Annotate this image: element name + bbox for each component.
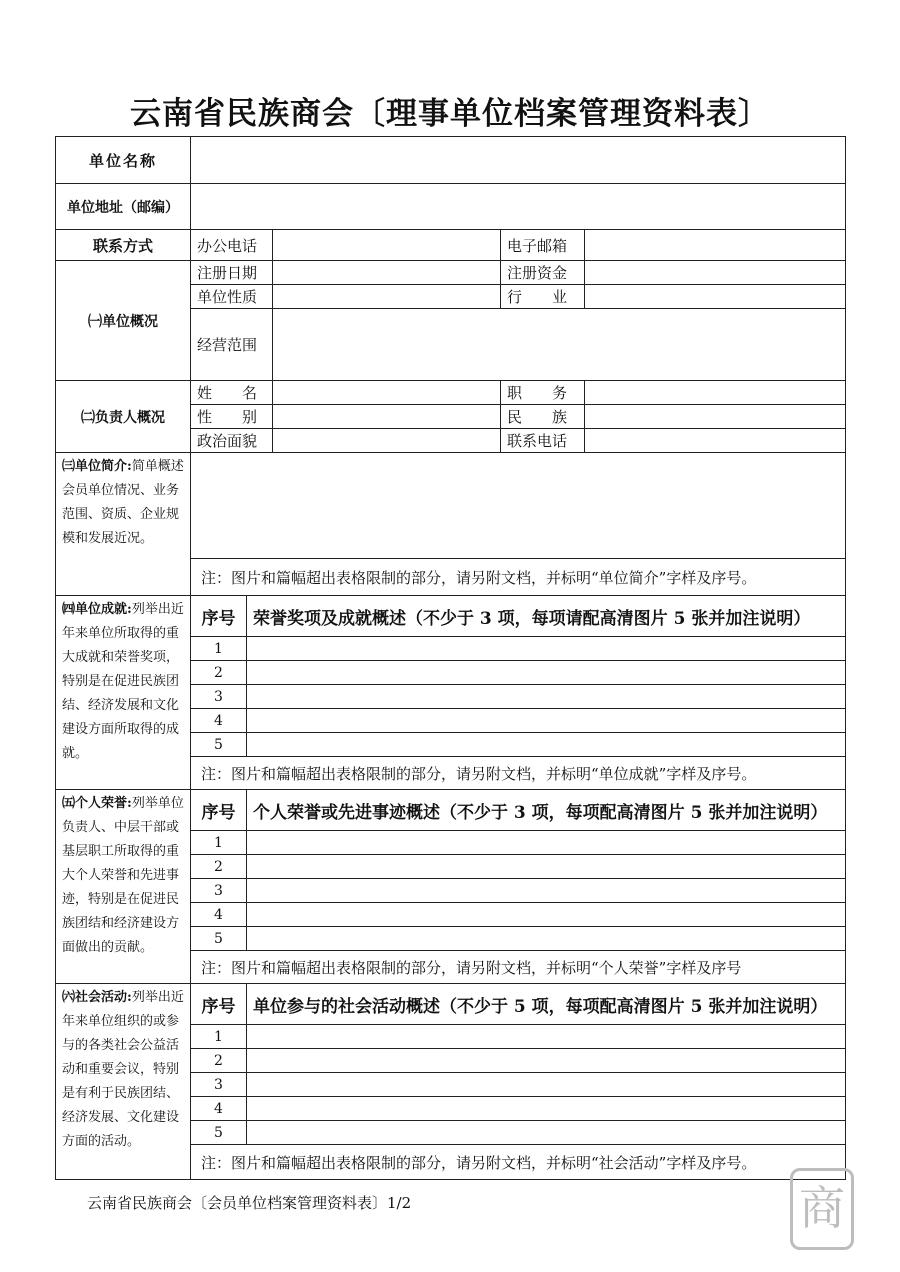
- gender-field[interactable]: [273, 405, 501, 429]
- reg-date-label: 注册日期: [191, 261, 273, 285]
- intro-desc-text: 简单概述会员单位情况、业务范围、资质、企业规模和发展近况。: [62, 459, 184, 546]
- row-contact: [56, 230, 846, 261]
- social-entry-field[interactable]: [247, 1025, 846, 1049]
- row-unit-name: [56, 137, 846, 184]
- contact-phone-label: 联系电话: [501, 429, 585, 453]
- row-number: 4: [191, 903, 247, 927]
- social-entry-field[interactable]: [247, 1049, 846, 1073]
- industry-label: 行 业: [501, 285, 585, 309]
- row-number: 5: [191, 733, 247, 757]
- email-field[interactable]: [585, 230, 846, 261]
- intro-description: [56, 453, 191, 596]
- business-scope-field[interactable]: [273, 309, 846, 381]
- reg-capital-label: 注册资金: [501, 261, 585, 285]
- achievements-col-header: 荣誉奖项及成就概述（不少于 3 项，每项请配高清图片 5 张并加注说明）: [247, 596, 846, 637]
- position-label: 职 务: [501, 381, 585, 405]
- achievement-entry-field[interactable]: [247, 685, 846, 709]
- achievements-seq-header: 序号: [191, 596, 247, 637]
- position-field[interactable]: [585, 381, 846, 405]
- row-number: 5: [191, 927, 247, 951]
- honor-entry-field[interactable]: [247, 855, 846, 879]
- unit-name-label: 单位名称: [56, 137, 191, 184]
- document-title: 云南省民族商会〔理事单位档案管理资料表〕: [130, 96, 770, 132]
- honor-entry-field[interactable]: [247, 831, 846, 855]
- office-phone-field[interactable]: [273, 230, 501, 261]
- social-description: [56, 984, 191, 1180]
- social-entry-field[interactable]: [247, 1097, 846, 1121]
- row-number: 2: [191, 1049, 247, 1073]
- unit-address-label: 单位地址（邮编）: [56, 184, 191, 230]
- social-col-header: 单位参与的社会活动概述（不少于 5 项，每项配高清图片 5 张并加注说明）: [247, 984, 846, 1025]
- ethnicity-field[interactable]: [585, 405, 846, 429]
- honor-entry-field[interactable]: [247, 879, 846, 903]
- row-honors-header: [56, 790, 846, 831]
- row-number: 4: [191, 1097, 247, 1121]
- row-number: 3: [191, 1073, 247, 1097]
- honors-note: 注：图片和篇幅超出表格限制的部分，请另附文档，并标明“个人荣誉”字样及序号: [191, 951, 846, 984]
- honor-entry-field[interactable]: [247, 927, 846, 951]
- business-scope-label: 经营范围: [191, 309, 273, 381]
- row-intro: [56, 453, 846, 559]
- leader-label: ㈡负责人概况: [56, 381, 191, 453]
- achievement-entry-field[interactable]: [247, 733, 846, 757]
- contact-phone-field[interactable]: [585, 429, 846, 453]
- office-phone-label: 办公电话: [191, 230, 273, 261]
- intro-heading: ㈢单位简介:: [62, 459, 132, 474]
- achievements-description: [56, 596, 191, 790]
- honors-col-header: 个人荣誉或先进事迹概述（不少于 3 项，每项配高清图片 5 张并加注说明）: [247, 790, 846, 831]
- honors-desc-text: 列举单位负责人、中层干部或基层职工所取得的重大个人荣誉和先进事迹，特别是在促进民族团结和经济建设方面做出的贡献。: [62, 796, 184, 955]
- page-footer: 云南省民族商会〔会员单位档案管理资料表〕1/2: [87, 1194, 412, 1212]
- honors-description: [56, 790, 191, 984]
- name-field[interactable]: [273, 381, 501, 405]
- unit-name-field[interactable]: [191, 137, 846, 184]
- social-note: 注：图片和篇幅超出表格限制的部分，请另附文档，并标明“社会活动”字样及序号。: [191, 1145, 846, 1180]
- honors-heading: ㈤个人荣誉:: [62, 796, 132, 811]
- overview-label: ㈠单位概况: [56, 261, 191, 381]
- achievement-entry-field[interactable]: [247, 637, 846, 661]
- row-reg-date: [56, 261, 846, 285]
- row-unit-address: [56, 184, 846, 230]
- achievement-entry-field[interactable]: [247, 709, 846, 733]
- unit-nature-label: 单位性质: [191, 285, 273, 309]
- achievements-note: 注：图片和篇幅超出表格限制的部分，请另附文档，并标明“单位成就”字样及序号。: [191, 757, 846, 790]
- reg-date-field[interactable]: [273, 261, 501, 285]
- social-seq-header: 序号: [191, 984, 247, 1025]
- political-label: 政治面貌: [191, 429, 273, 453]
- honors-seq-header: 序号: [191, 790, 247, 831]
- intro-note: 注：图片和篇幅超出表格限制的部分，请另附文档，并标明“单位简介”字样及序号。: [191, 559, 846, 596]
- row-number: 2: [191, 855, 247, 879]
- row-social-header: [56, 984, 846, 1025]
- intro-field[interactable]: [191, 453, 846, 559]
- ethnicity-label: 民 族: [501, 405, 585, 429]
- email-label: 电子邮箱: [501, 230, 585, 261]
- social-heading: ㈥社会活动:: [62, 990, 132, 1005]
- row-number: 3: [191, 879, 247, 903]
- chamber-seal-icon: 商: [790, 1168, 854, 1250]
- row-number: 3: [191, 685, 247, 709]
- row-achievements-header: [56, 596, 846, 637]
- unit-address-field[interactable]: [191, 184, 846, 230]
- row-number: 4: [191, 709, 247, 733]
- social-entry-field[interactable]: [247, 1073, 846, 1097]
- social-desc-text: 列举出近年来单位组织的或参与的各类社会公益活动和重要会议，特别是有利于民族团结、经济发展、文化建设方面的活动。: [62, 990, 184, 1149]
- achievements-heading: ㈣单位成就:: [62, 602, 132, 617]
- row-number: 1: [191, 831, 247, 855]
- name-label: 姓 名: [191, 381, 273, 405]
- unit-nature-field[interactable]: [273, 285, 501, 309]
- political-field[interactable]: [273, 429, 501, 453]
- social-entry-field[interactable]: [247, 1121, 846, 1145]
- row-leader-name: [56, 381, 846, 405]
- gender-label: 性 别: [191, 405, 273, 429]
- reg-capital-field[interactable]: [585, 261, 846, 285]
- row-number: 2: [191, 661, 247, 685]
- achievement-entry-field[interactable]: [247, 661, 846, 685]
- row-number: 1: [191, 637, 247, 661]
- archive-form-table: [55, 136, 846, 1180]
- row-number: 5: [191, 1121, 247, 1145]
- honor-entry-field[interactable]: [247, 903, 846, 927]
- row-number: 1: [191, 1025, 247, 1049]
- achievements-desc-text: 列举出近年来单位所取得的重大成就和荣誉奖项，特别是在促进民族团结、经济发展和文化建设方面所取得的成就。: [62, 602, 184, 761]
- contact-label: 联系方式: [56, 230, 191, 261]
- industry-field[interactable]: [585, 285, 846, 309]
